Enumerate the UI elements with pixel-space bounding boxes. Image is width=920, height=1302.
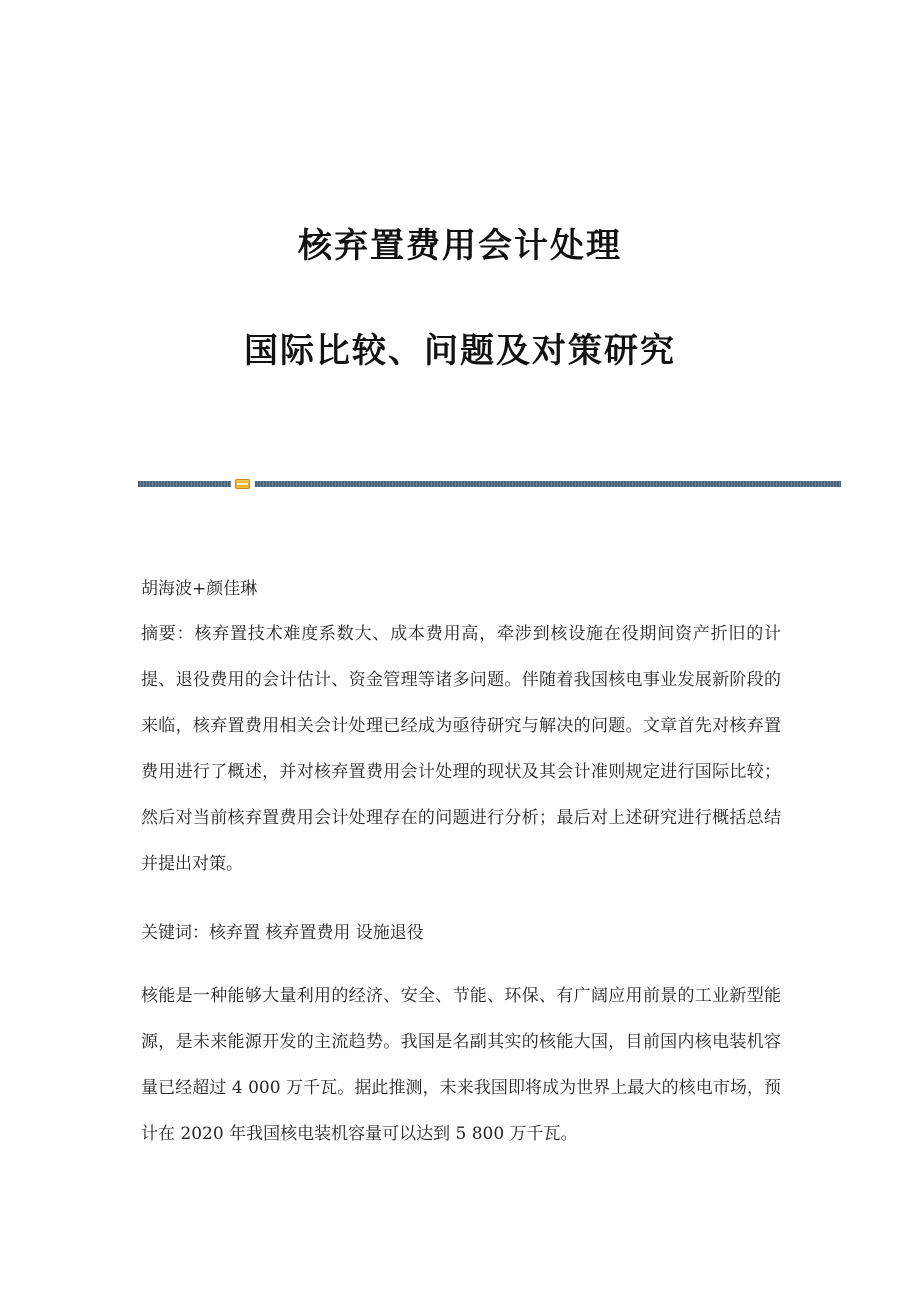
document-subtitle: 国际比较、问题及对策研究 bbox=[244, 331, 676, 371]
keywords: 关键词：核弃置 核弃置费用 设施退役 bbox=[141, 923, 424, 943]
body-paragraph: 核能是一种能够大量利用的经济、安全、节能、环保、有广阔应用前景的工业新型能源，是未来能源开发的主流趋势。我国是名副其实的核能大国，目前国内核电装机容量已经超过 4 000 万千瓦。据此推测，未来我国即将成为世界上最大的核电市场，预计在 2020 年我国核电装机容量可以达到 5 800 万千瓦。 bbox=[141, 986, 781, 1144]
divider-bar-right bbox=[255, 481, 841, 487]
divider-bar-left bbox=[138, 481, 231, 487]
divider-emblem-icon bbox=[235, 479, 250, 489]
title-divider bbox=[138, 478, 841, 490]
authors: 胡海波+颜佳琳 bbox=[141, 579, 258, 599]
abstract: 摘要：核弃置技术难度系数大、成本费用高，牵涉到核设施在役期间资产折旧的计提、退役费用的会计估计、资金管理等诸多问题。伴随着我国核电事业发展新阶段的来临，核弃置费用相关会计处理已经成为亟待研究与解决的问题。文章首先对核弃置费用进行了概述，并对核弃置费用会计处理的现状及其会计准则规定进行国际比较；然后对当前核弃置费用会计处理存在的问题进行分析；最后对上述研究进行概括总结并提出对策。 bbox=[141, 624, 781, 874]
document-title: 核弃置费用会计处理 bbox=[298, 226, 622, 266]
